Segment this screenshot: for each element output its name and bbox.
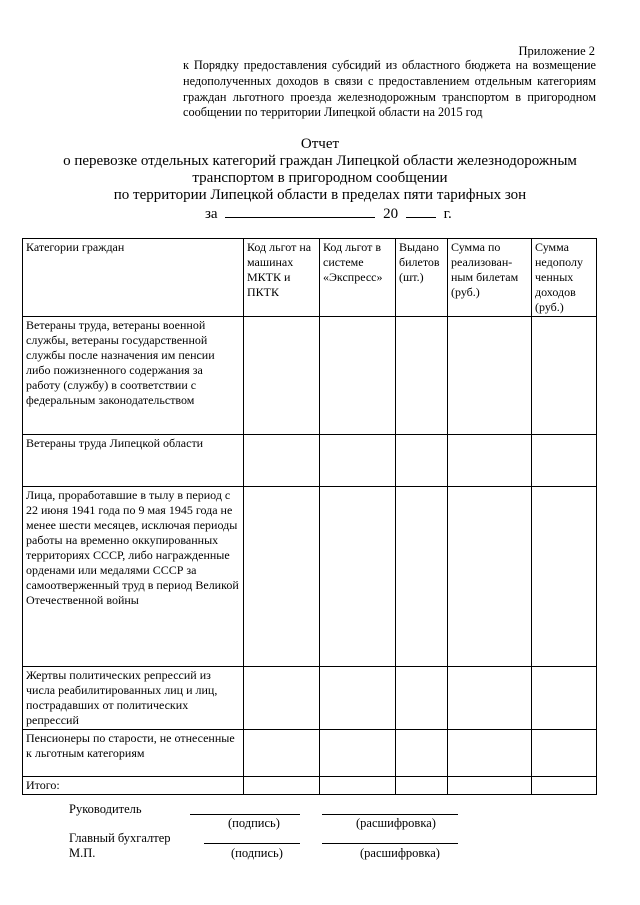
data-cell[interactable] — [532, 667, 597, 730]
head-transcript-hint: (расшифровка) — [356, 816, 436, 830]
data-cell[interactable] — [532, 317, 597, 435]
total-row — [23, 777, 597, 795]
table-row — [23, 487, 597, 667]
column-header-sold-sum: Сумма по реализован-ным билетам (руб.) — [448, 239, 532, 317]
head-signature-hint: (подпись) — [228, 816, 280, 830]
category-cell: Жертвы политических репрессий из числа реабилитированных лиц и лиц, пострадавших от политических репрессий — [23, 667, 244, 730]
period-blank-field[interactable] — [225, 204, 375, 218]
category-cell: Лица, проработавшие в тылу в период с 22 июня 1941 года по 9 мая 1945 года не менее шести месяцев, исключая периоды работы на временно оккупированных территориях СССР, либо награжденные орденами или медалями СССР за самоотверженный труд в период Великой Отечественной войны — [23, 487, 244, 667]
data-cell[interactable] — [320, 777, 396, 795]
data-cell[interactable] — [448, 730, 532, 777]
data-cell[interactable] — [320, 317, 396, 435]
data-cell[interactable] — [320, 435, 396, 487]
accountant-transcript-hint: (расшифровка) — [360, 846, 440, 860]
period-suffix: г. — [443, 206, 452, 222]
head-transcript-line[interactable] — [322, 814, 458, 815]
column-header-mktk-code: Код льгот на машинах МКТК и ПКТК — [244, 239, 320, 317]
data-cell[interactable] — [448, 487, 532, 667]
report-title-line: по территории Липецкой области в пределах пяти тарифных зон — [113, 187, 527, 203]
table-row — [23, 317, 597, 435]
head-label: Руководитель — [69, 802, 142, 816]
report-title-line: транспортом в пригородном сообщении — [192, 170, 448, 186]
data-cell[interactable] — [244, 435, 320, 487]
data-cell[interactable] — [244, 667, 320, 730]
report-title — [0, 136, 640, 204]
data-cell[interactable] — [396, 667, 448, 730]
data-cell[interactable] — [396, 317, 448, 435]
data-cell[interactable] — [448, 667, 532, 730]
category-cell: Пенсионеры по старости, не отнесенные к льготным категориям — [23, 730, 244, 777]
report-title-line: Отчет — [300, 136, 340, 152]
year-blank-field[interactable] — [406, 204, 436, 218]
data-cell[interactable] — [396, 487, 448, 667]
data-cell[interactable] — [532, 435, 597, 487]
total-label: Итого: — [23, 777, 244, 795]
head-signature-line[interactable] — [190, 814, 300, 815]
appendix-label: Приложение 2 — [518, 44, 595, 58]
data-cell[interactable] — [396, 777, 448, 795]
data-cell[interactable] — [244, 317, 320, 435]
data-cell[interactable] — [532, 487, 597, 667]
data-cell[interactable] — [532, 730, 597, 777]
accountant-signature-hint: (подпись) — [231, 846, 283, 860]
report-period — [205, 204, 505, 223]
data-cell[interactable] — [396, 435, 448, 487]
table-row — [23, 730, 597, 777]
table-header-row — [23, 239, 597, 317]
accountant-signature-line[interactable] — [204, 843, 300, 844]
appendix-reference-text: к Порядку предоставления субсидий из областного бюджета на возмещение недополученных доходов в связи с предоставлением отдельным категориям граждан льготного проезда железнодорожным транспортом в пригородном сообщении по территории Липецкой области на 2015 год — [183, 58, 596, 120]
table-row — [23, 435, 597, 487]
table-row — [23, 667, 597, 730]
report-title-line: о перевозке отдельных категорий граждан Липецкой области железнодорожным — [63, 153, 577, 169]
period-year-prefix: 20 — [383, 206, 399, 222]
category-cell: Ветераны труда Липецкой области — [23, 435, 244, 487]
data-cell[interactable] — [532, 777, 597, 795]
data-cell[interactable] — [320, 667, 396, 730]
report-table — [22, 238, 597, 795]
signature-block — [0, 800, 640, 870]
accountant-transcript-line[interactable] — [322, 843, 458, 844]
seal-label: М.П. — [69, 846, 96, 860]
period-prefix: за — [205, 206, 218, 222]
column-header-category: Категории граждан — [23, 239, 244, 317]
column-header-tickets-issued: Выдано билетов (шт.) — [396, 239, 448, 317]
column-header-express-code: Код льгот в системе «Экспресс» — [320, 239, 396, 317]
data-cell[interactable] — [396, 730, 448, 777]
data-cell[interactable] — [320, 730, 396, 777]
data-cell[interactable] — [320, 487, 396, 667]
category-cell: Ветераны труда, ветераны военной службы, ветераны государственной службы после назначения им пенсии либо пожизненного содержания за работу (службу) в соответствии с федеральным законодательством — [23, 317, 244, 435]
data-cell[interactable] — [244, 777, 320, 795]
data-cell[interactable] — [448, 317, 532, 435]
data-cell[interactable] — [244, 487, 320, 667]
data-cell[interactable] — [448, 435, 532, 487]
column-header-lost-income: Сумма недополу ченных доходов (руб.) — [532, 239, 597, 317]
data-cell[interactable] — [244, 730, 320, 777]
accountant-label: Главный бухгалтер — [69, 831, 171, 845]
data-cell[interactable] — [448, 777, 532, 795]
